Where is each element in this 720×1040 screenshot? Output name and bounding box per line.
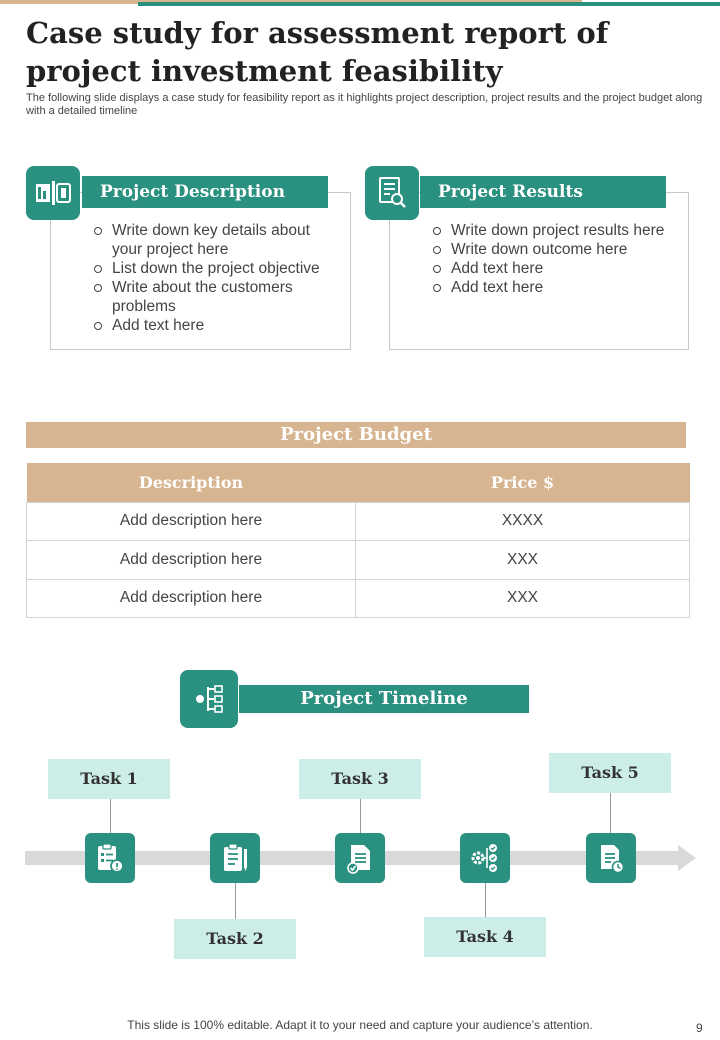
document-clock-icon: [586, 833, 636, 883]
task-2-label: Task 2: [174, 919, 296, 959]
page-title: Case study for assessment report of project investment feasibility: [26, 16, 609, 88]
task-4-label: Task 4: [424, 917, 546, 957]
document-check-icon: [335, 833, 385, 883]
table-cell: XXX: [356, 579, 690, 618]
project-results-list: [433, 221, 683, 297]
task-1-label: Task 1: [48, 759, 170, 799]
task-3-label: Task 3: [299, 759, 421, 799]
column-header-description: Description: [27, 463, 356, 502]
page-subtitle: The following slide displays a case study for feasibility report as it highlights project description, project results and the project budget along with a detailed timeline: [26, 92, 703, 117]
task-2-connector: [235, 883, 236, 919]
table-row: [27, 579, 690, 618]
list-item: Write about the customers problems: [94, 278, 334, 316]
project-results-heading: Project Results: [420, 176, 666, 208]
list-item: Write down key details about your project here: [94, 221, 334, 259]
task-4-connector: [485, 883, 486, 917]
project-timeline-title: Project Timeline: [239, 685, 529, 713]
list-item: Add text here: [433, 259, 683, 278]
presentation-icon: [26, 166, 80, 220]
gear-checklist-icon: [460, 833, 510, 883]
table-cell: XXXX: [356, 502, 690, 541]
page-number: 9: [696, 1021, 703, 1035]
task-5-connector: [610, 793, 611, 833]
list-item: Write down project results here: [433, 221, 683, 240]
clipboard-icon: [210, 833, 260, 883]
table-cell: XXX: [356, 541, 690, 580]
table-row: [27, 541, 690, 580]
project-description-heading: Project Description: [82, 176, 328, 208]
column-header-price: Price $: [356, 463, 690, 502]
top-accent-bar-teal: [138, 2, 720, 6]
budget-table: [26, 463, 690, 618]
list-item: Add text here: [433, 278, 683, 297]
checklist-alert-icon: [85, 833, 135, 883]
table-header-row: [27, 463, 690, 502]
table-cell: Add description here: [27, 541, 356, 580]
list-item: List down the project objective: [94, 259, 334, 278]
footer-note: This slide is 100% editable. Adapt it to your need and capture your audience’s attention.: [127, 1018, 593, 1032]
list-item: Write down outcome here: [433, 240, 683, 259]
table-cell: Add description here: [27, 502, 356, 541]
list-item: Add text here: [94, 316, 334, 335]
table-cell: Add description here: [27, 579, 356, 618]
timeline-flow-icon: [180, 670, 238, 728]
project-description-list: [94, 221, 334, 335]
timeline-arrowhead: [678, 845, 696, 871]
task-3-connector: [360, 799, 361, 833]
report-search-icon: [365, 166, 419, 220]
table-row: [27, 502, 690, 541]
task-5-label: Task 5: [549, 753, 671, 793]
project-budget-title: Project Budget: [26, 422, 686, 448]
task-1-connector: [110, 799, 111, 833]
